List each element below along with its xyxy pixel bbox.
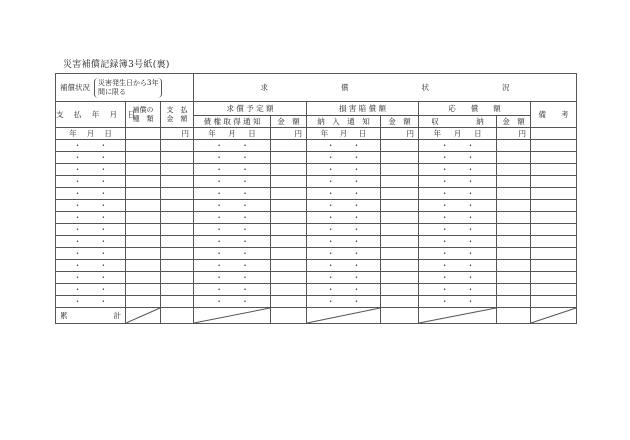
date-unit-cell <box>56 128 126 140</box>
year-unit: 年 <box>433 129 441 138</box>
total-label-cell <box>56 308 126 324</box>
date-dots: ・ ・ <box>215 177 257 186</box>
date-dots: ・ ・ <box>440 177 483 186</box>
blank-cell <box>126 152 161 164</box>
date-dots: ・ ・ <box>73 201 116 210</box>
year-unit: 年 <box>208 129 216 138</box>
total-receipt-slash <box>419 308 497 324</box>
table-row <box>56 176 577 188</box>
claim-char: 求 <box>260 83 269 92</box>
total-row <box>56 308 577 324</box>
table-row <box>56 224 577 236</box>
blank-cell <box>271 140 307 152</box>
date-dots-cell <box>419 272 497 284</box>
date-dots: ・ ・ <box>73 141 116 150</box>
blank-cell <box>497 296 531 308</box>
claim-char: 状 <box>421 83 430 92</box>
date-dots-cell <box>194 272 271 284</box>
total-label-left: 累 <box>60 311 68 320</box>
date-dots-cell <box>419 152 497 164</box>
date-dots-cell <box>194 248 271 260</box>
date-dots: ・ ・ <box>326 249 369 258</box>
date-dots: ・ ・ <box>440 297 483 306</box>
table-row <box>56 272 577 284</box>
date-dots-cell <box>56 296 126 308</box>
blank-cell <box>497 236 531 248</box>
date-dots: ・ ・ <box>215 285 257 294</box>
document-title: 災害補償記録簿3号紙(裏) <box>63 60 170 70</box>
date-dots: ・ ・ <box>73 285 116 294</box>
date-dots: ・ ・ <box>73 237 116 246</box>
blank-cell <box>531 188 577 200</box>
date-dots: ・ ・ <box>440 261 483 270</box>
blank-cell <box>126 128 161 140</box>
date-dots: ・ ・ <box>215 297 257 306</box>
date-dots-cell <box>307 260 381 272</box>
payment-date-header: 支 払 年 月 日 <box>56 102 126 128</box>
day-unit: 日 <box>248 129 256 138</box>
blank-cell <box>271 212 307 224</box>
table-row <box>56 260 577 272</box>
date-dots: ・ ・ <box>326 165 369 174</box>
table-row <box>56 284 577 296</box>
table-row <box>56 152 577 164</box>
date-dots-cell <box>194 164 271 176</box>
day-unit: 日 <box>358 129 367 138</box>
blank-cell <box>126 236 161 248</box>
amount-header: 金 額 <box>381 116 419 128</box>
blank-cell <box>497 260 531 272</box>
reimbursed-header: 応 償 額 <box>419 102 531 116</box>
remarks-header: 備 考 <box>531 102 577 128</box>
date-dots-cell <box>56 224 126 236</box>
table-row <box>56 296 577 308</box>
diagonal-slash <box>194 308 270 323</box>
receipt-header: 収 納 <box>419 116 497 128</box>
month-unit: 月 <box>86 129 95 138</box>
date-dots-cell <box>419 224 497 236</box>
date-dots: ・ ・ <box>326 189 369 198</box>
date-dots: ・ ・ <box>326 201 369 210</box>
date-dots: ・ ・ <box>215 261 257 270</box>
date-dots: ・ ・ <box>73 249 116 258</box>
blank-cell <box>497 284 531 296</box>
date-dots-cell <box>307 200 381 212</box>
date-dots: ・ ・ <box>440 225 483 234</box>
total-damages-slash <box>307 308 381 324</box>
date-dots: ・ ・ <box>440 201 483 210</box>
date-dots: ・ ・ <box>215 213 257 222</box>
date-dots: ・ ・ <box>440 153 483 162</box>
date-dots-cell <box>307 152 381 164</box>
date-dots-cell <box>194 188 271 200</box>
date-dots-cell <box>307 176 381 188</box>
blank-cell <box>381 188 419 200</box>
total-damages-amount <box>381 308 419 324</box>
date-dots-cell <box>307 224 381 236</box>
date-dots-cell <box>56 164 126 176</box>
blank-cell <box>381 224 419 236</box>
total-pay-amount <box>161 308 194 324</box>
table-row <box>56 164 577 176</box>
damages-header: 損 害 賠 償 額 <box>307 102 419 116</box>
blank-cell <box>161 296 194 308</box>
month-unit: 月 <box>339 129 348 138</box>
blank-cell <box>126 260 161 272</box>
date-dots: ・ ・ <box>215 225 257 234</box>
diagonal-slash <box>307 308 380 323</box>
table-row <box>56 212 577 224</box>
date-dots-cell <box>194 236 271 248</box>
unit-row <box>56 128 577 140</box>
blank-cell <box>161 248 194 260</box>
date-dots: ・ ・ <box>215 153 257 162</box>
date-dots: ・ ・ <box>215 249 257 258</box>
date-dots-cell <box>56 140 126 152</box>
date-dots: ・ ・ <box>73 189 116 198</box>
blank-cell <box>271 164 307 176</box>
blank-cell <box>531 224 577 236</box>
table-row <box>56 236 577 248</box>
header-row-status <box>56 74 577 102</box>
date-dots-cell <box>194 296 271 308</box>
date-dots: ・ ・ <box>326 297 369 306</box>
date-dots-cell <box>194 176 271 188</box>
date-dots: ・ ・ <box>326 153 369 162</box>
blank-cell <box>126 164 161 176</box>
blank-cell <box>161 152 194 164</box>
date-dots: ・ ・ <box>215 189 257 198</box>
blank-cell <box>497 212 531 224</box>
date-dots: ・ ・ <box>440 141 483 150</box>
date-dots-cell <box>194 140 271 152</box>
date-dots-cell <box>56 188 126 200</box>
blank-cell <box>161 224 194 236</box>
date-dots-cell <box>194 152 271 164</box>
blank-cell <box>531 176 577 188</box>
blank-cell <box>497 272 531 284</box>
date-dots: ・ ・ <box>73 261 116 270</box>
blank-cell <box>381 272 419 284</box>
date-dots: ・ ・ <box>326 225 369 234</box>
blank-cell <box>271 152 307 164</box>
blank-cell <box>271 260 307 272</box>
blank-cell <box>497 164 531 176</box>
blank-cell <box>161 236 194 248</box>
blank-cell <box>126 224 161 236</box>
date-unit-cell <box>419 128 497 140</box>
date-dots-cell <box>307 164 381 176</box>
blank-cell <box>161 176 194 188</box>
date-dots: ・ ・ <box>215 141 257 150</box>
blank-cell <box>381 236 419 248</box>
blank-cell <box>531 236 577 248</box>
blank-cell <box>161 212 194 224</box>
diagonal-slash <box>126 308 160 323</box>
pay-amount-line2: 金 額 <box>166 114 188 123</box>
planned-claim-header: 求 償 予 定 額 <box>194 102 307 116</box>
blank-cell <box>531 128 577 140</box>
date-dots: ・ ・ <box>440 237 483 246</box>
blank-cell <box>497 140 531 152</box>
blank-cell <box>126 188 161 200</box>
blank-cell <box>381 176 419 188</box>
blank-cell <box>271 272 307 284</box>
blank-cell <box>161 140 194 152</box>
comp-type-line1: 補償の <box>132 105 154 114</box>
comp-type-line2: 種 類 <box>132 114 154 123</box>
date-dots-cell <box>419 188 497 200</box>
date-dots-cell <box>194 200 271 212</box>
blank-cell <box>531 284 577 296</box>
date-dots-cell <box>307 272 381 284</box>
header-row-columns <box>56 102 577 116</box>
blank-cell <box>126 176 161 188</box>
claim-char: 償 <box>341 83 349 92</box>
date-dots-cell <box>56 176 126 188</box>
blank-cell <box>497 248 531 260</box>
day-unit: 日 <box>104 129 112 138</box>
blank-cell <box>271 284 307 296</box>
total-label-right: 計 <box>113 311 121 320</box>
table-row <box>56 248 577 260</box>
total-comp-type-slash <box>126 308 161 324</box>
year-unit: 年 <box>69 129 77 138</box>
blank-cell <box>161 284 194 296</box>
blank-cell <box>497 188 531 200</box>
total-planned-slash <box>194 308 271 324</box>
date-dots-cell <box>56 248 126 260</box>
yen-unit: 円 <box>497 128 531 140</box>
blank-cell <box>531 260 577 272</box>
payment-notice-header: 納 入 通 知 <box>307 116 381 128</box>
blank-cell <box>161 164 194 176</box>
blank-cell <box>381 212 419 224</box>
pay-amount-header <box>161 102 194 128</box>
date-unit-cell <box>194 128 271 140</box>
blank-cell <box>126 200 161 212</box>
date-dots: ・ ・ <box>73 225 116 234</box>
status-header-cell <box>56 74 194 102</box>
date-dots-cell <box>419 284 497 296</box>
date-dots-cell <box>419 236 497 248</box>
total-receipt-amount <box>497 308 531 324</box>
date-dots: ・ ・ <box>326 273 369 282</box>
date-dots: ・ ・ <box>215 201 257 210</box>
date-dots-cell <box>194 224 271 236</box>
date-dots: ・ ・ <box>326 285 369 294</box>
status-note-line2: 間に限る <box>98 87 126 96</box>
year-unit: 年 <box>320 129 329 138</box>
amount-header: 金 額 <box>497 116 531 128</box>
blank-cell <box>161 200 194 212</box>
date-dots: ・ ・ <box>326 177 369 186</box>
date-dots-cell <box>194 212 271 224</box>
blank-cell <box>161 272 194 284</box>
blank-cell <box>271 236 307 248</box>
date-unit-cell <box>307 128 381 140</box>
blank-cell <box>271 296 307 308</box>
status-note-line1: 災害発生日から3年 <box>98 78 159 87</box>
blank-cell <box>381 284 419 296</box>
blank-cell <box>126 212 161 224</box>
table-row <box>56 188 577 200</box>
date-dots-cell <box>307 296 381 308</box>
date-dots-cell <box>419 200 497 212</box>
date-dots-cell <box>56 272 126 284</box>
date-dots: ・ ・ <box>73 297 116 306</box>
date-dots-cell <box>307 236 381 248</box>
date-dots: ・ ・ <box>440 249 483 258</box>
date-dots: ・ ・ <box>215 237 257 246</box>
date-dots-cell <box>56 284 126 296</box>
blank-cell <box>381 152 419 164</box>
date-dots-cell <box>307 212 381 224</box>
blank-cell <box>531 248 577 260</box>
blank-cell <box>271 248 307 260</box>
date-dots-cell <box>307 188 381 200</box>
amount-header: 金 額 <box>271 116 307 128</box>
day-unit: 日 <box>474 129 482 138</box>
claim-status-header <box>194 74 577 102</box>
date-dots: ・ ・ <box>326 261 369 270</box>
yen-unit: 円 <box>271 128 307 140</box>
date-dots-cell <box>419 260 497 272</box>
blank-cell <box>531 152 577 164</box>
date-dots: ・ ・ <box>215 165 257 174</box>
claim-right-notice-header: 債 権 取 得 通 知 <box>194 116 271 128</box>
date-dots: ・ ・ <box>73 213 116 222</box>
date-dots-cell <box>194 284 271 296</box>
date-dots-cell <box>56 152 126 164</box>
date-dots: ・ ・ <box>73 273 116 282</box>
date-dots-cell <box>56 236 126 248</box>
date-dots: ・ ・ <box>440 273 483 282</box>
blank-cell <box>161 188 194 200</box>
date-dots-cell <box>194 260 271 272</box>
blank-cell <box>531 212 577 224</box>
compensation-ledger-table <box>55 73 577 324</box>
diagonal-slash <box>531 308 576 323</box>
blank-cell <box>381 164 419 176</box>
blank-cell <box>497 176 531 188</box>
date-dots: ・ ・ <box>440 285 483 294</box>
status-label: 補償状況 <box>60 83 90 92</box>
blank-cell <box>497 200 531 212</box>
blank-cell <box>381 200 419 212</box>
table-row <box>56 200 577 212</box>
blank-cell <box>271 188 307 200</box>
status-note <box>94 78 162 98</box>
date-dots-cell <box>56 212 126 224</box>
blank-cell <box>271 224 307 236</box>
date-dots-cell <box>419 248 497 260</box>
date-dots: ・ ・ <box>440 165 483 174</box>
blank-cell <box>381 296 419 308</box>
blank-cell <box>126 284 161 296</box>
blank-cell <box>126 296 161 308</box>
blank-cell <box>531 164 577 176</box>
blank-cell <box>126 248 161 260</box>
date-dots: ・ ・ <box>326 237 369 246</box>
date-dots-cell <box>56 200 126 212</box>
date-dots-cell <box>307 140 381 152</box>
total-planned-amount <box>271 308 307 324</box>
blank-cell <box>497 152 531 164</box>
blank-cell <box>271 176 307 188</box>
blank-cell <box>161 260 194 272</box>
blank-cell <box>497 224 531 236</box>
blank-cell <box>531 296 577 308</box>
blank-cell <box>531 140 577 152</box>
date-dots-cell <box>56 260 126 272</box>
date-dots: ・ ・ <box>73 153 116 162</box>
blank-cell <box>271 200 307 212</box>
date-dots: ・ ・ <box>440 213 483 222</box>
date-dots: ・ ・ <box>326 213 369 222</box>
date-dots-cell <box>307 248 381 260</box>
blank-cell <box>381 248 419 260</box>
date-dots-cell <box>419 140 497 152</box>
blank-cell <box>381 260 419 272</box>
blank-cell <box>381 140 419 152</box>
date-dots-cell <box>419 212 497 224</box>
date-dots: ・ ・ <box>326 141 369 150</box>
date-dots: ・ ・ <box>73 165 116 174</box>
date-dots-cell <box>419 164 497 176</box>
table-row <box>56 140 577 152</box>
blank-cell <box>126 140 161 152</box>
total-remarks-slash <box>531 308 577 324</box>
date-dots-cell <box>419 296 497 308</box>
blank-cell <box>126 272 161 284</box>
pay-amount-line1: 支 払 <box>166 105 188 114</box>
date-dots-cell <box>419 176 497 188</box>
claim-char: 況 <box>502 83 510 92</box>
diagonal-slash <box>419 308 496 323</box>
yen-unit: 円 <box>381 128 419 140</box>
blank-cell <box>531 272 577 284</box>
date-dots: ・ ・ <box>215 273 257 282</box>
month-unit: 月 <box>453 129 462 138</box>
blank-cell <box>531 200 577 212</box>
date-dots: ・ ・ <box>73 177 116 186</box>
month-unit: 月 <box>228 129 236 138</box>
date-dots-cell <box>307 284 381 296</box>
yen-unit: 円 <box>161 128 194 140</box>
date-dots: ・ ・ <box>440 189 483 198</box>
